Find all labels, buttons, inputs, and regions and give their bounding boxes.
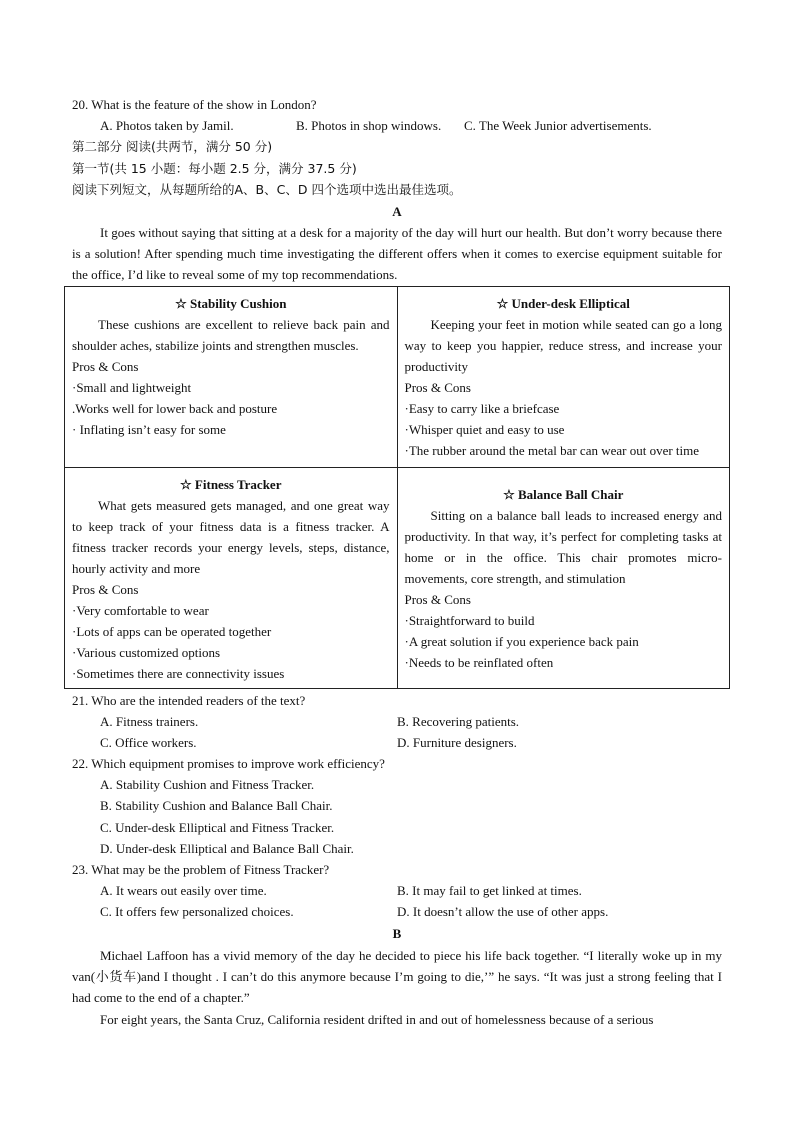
balance-ball-chair-cell (397, 468, 730, 689)
under-desk-elliptical-item: ·Whisper quiet and easy to use (404, 422, 565, 437)
instructions: 阅读下列短文，从每题所给的A、B、C、D 四个选项中选出最佳选项。 (72, 182, 462, 197)
under-desk-elliptical-title: ☆ Under-desk Elliptical (496, 296, 630, 311)
stability-cushion-cell (65, 287, 398, 468)
fitness-tracker-item: ·Sometimes there are connectivity issues (72, 666, 285, 681)
fitness-tracker-cell (65, 468, 398, 689)
fitness-tracker-item: ·Very comfortable to wear (72, 603, 209, 618)
fitness-tracker-item: ·Various customized options (72, 645, 221, 660)
balance-ball-chair-title: ☆ Balance Ball Chair (503, 487, 624, 502)
stability-cushion-desc: These cushions are excellent to relieve back pain and shoulder aches, stabilize joints and strengthen muscles. (72, 317, 390, 353)
q22-option-a: A. Stability Cushion and Fitness Tracker. (100, 777, 315, 792)
q23-option-c: C. It offers few personalized choices. (100, 904, 294, 919)
balance-ball-chair-item: ·A great solution if you experience back pain (404, 634, 639, 649)
q22-option-b: B. Stability Cushion and Balance Ball Chair. (100, 798, 333, 813)
under-desk-elliptical-desc: Keeping your feet in motion while seated can go a long way to keep you happier, reduce stress, and increase your productivity (404, 317, 722, 374)
q20-option-c: C. The Week Junior advertisements. (464, 118, 652, 133)
q22-option-c: C. Under-desk Elliptical and Fitness Tracker. (100, 820, 335, 835)
q23-stem: 23. What may be the problem of Fitness Tracker? (72, 862, 330, 877)
under-desk-elliptical-pros-label: Pros & Cons (404, 380, 471, 395)
balance-ball-chair-item: ·Needs to be reinflated often (404, 655, 554, 670)
passage-b-paragraph-1: Michael Laffoon has a vivid memory of the day he decided to piece his life back together. “I literally woke up in my van(小货车)and I thought . I can’t do this anymore because I’m going to die,’” he says. “It was just a strong feeling that I had come to the end of a chapter.” (72, 948, 722, 1005)
stability-cushion-pros-label: Pros & Cons (72, 359, 139, 374)
stability-cushion-item: ·Small and lightweight (72, 380, 192, 395)
q21-option-d: D. Furniture designers. (397, 735, 517, 750)
q21-stem: 21. Who are the intended readers of the text? (72, 693, 306, 708)
under-desk-elliptical-item: ·Easy to carry like a briefcase (404, 401, 560, 416)
fitness-tracker-title: ☆ Fitness Tracker (180, 477, 282, 492)
fitness-tracker-pros-label: Pros & Cons (72, 582, 139, 597)
q22-option-d: D. Under-desk Elliptical and Balance Ball Chair. (100, 841, 354, 856)
balance-ball-chair-pros-label: Pros & Cons (404, 592, 471, 607)
q21-option-c: C. Office workers. (100, 735, 197, 750)
passage-b-paragraph-2: For eight years, the Santa Cruz, California resident drifted in and out of homelessness because of a serious (100, 1012, 654, 1027)
stability-cushion-title: ☆ Stability Cushion (175, 296, 287, 311)
under-desk-elliptical-item: ·The rubber around the metal bar can wear out over time (404, 443, 700, 458)
fitness-tracker-desc: What gets measured gets managed, and one great way to keep track of your fitness data is a fitness tracker. A fitness tracker records your energy levels, steps, distance, hourly activity and more (72, 498, 390, 576)
stability-cushion-item: · Inflating isn’t easy for some (72, 422, 226, 437)
balance-ball-chair-item: ·Straightforward to build (404, 613, 535, 628)
under-desk-elliptical-cell (397, 287, 730, 468)
stability-cushion-item: .Works well for lower back and posture (72, 401, 278, 416)
q23-option-b: B. It may fail to get linked at times. (397, 883, 582, 898)
equipment-table (64, 286, 730, 689)
q20-stem: 20. What is the feature of the show in London? (72, 97, 317, 112)
fitness-tracker-item: ·Lots of apps can be operated together (72, 624, 272, 639)
q23-option-a: A. It wears out easily over time. (100, 883, 267, 898)
q22-stem: 22. Which equipment promises to improve work efficiency? (72, 756, 385, 771)
q23-option-d: D. It doesn’t allow the use of other apps. (397, 904, 609, 919)
section1-heading: 第一节(共 15 小题：每小题 2.5 分，满分 37.5 分) (72, 161, 357, 176)
q21-option-a: A. Fitness trainers. (100, 714, 199, 729)
passage-b-label: B (392, 926, 402, 941)
q20-option-b: B. Photos in shop windows. (296, 118, 442, 133)
passage-a-intro: It goes without saying that sitting at a desk for a majority of the day will hurt our health. But don’t worry because there is a solution! After spending much time investigating the different offers when it comes to exercise equipment suitable for the office, I’d like to reveal some of my top recommendations. (72, 225, 722, 282)
q20-option-a: A. Photos taken by Jamil. (100, 118, 234, 133)
q21-option-b: B. Recovering patients. (397, 714, 520, 729)
passage-a-label: A (392, 204, 402, 219)
part2-heading: 第二部分 阅读(共两节，满分 50 分) (72, 139, 273, 154)
balance-ball-chair-desc: Sitting on a balance ball leads to increased energy and productivity. In that way, it’s perfect for completing tasks at home or in the office. This chair promotes micro-movements, core strength, and stimulation (404, 508, 722, 586)
